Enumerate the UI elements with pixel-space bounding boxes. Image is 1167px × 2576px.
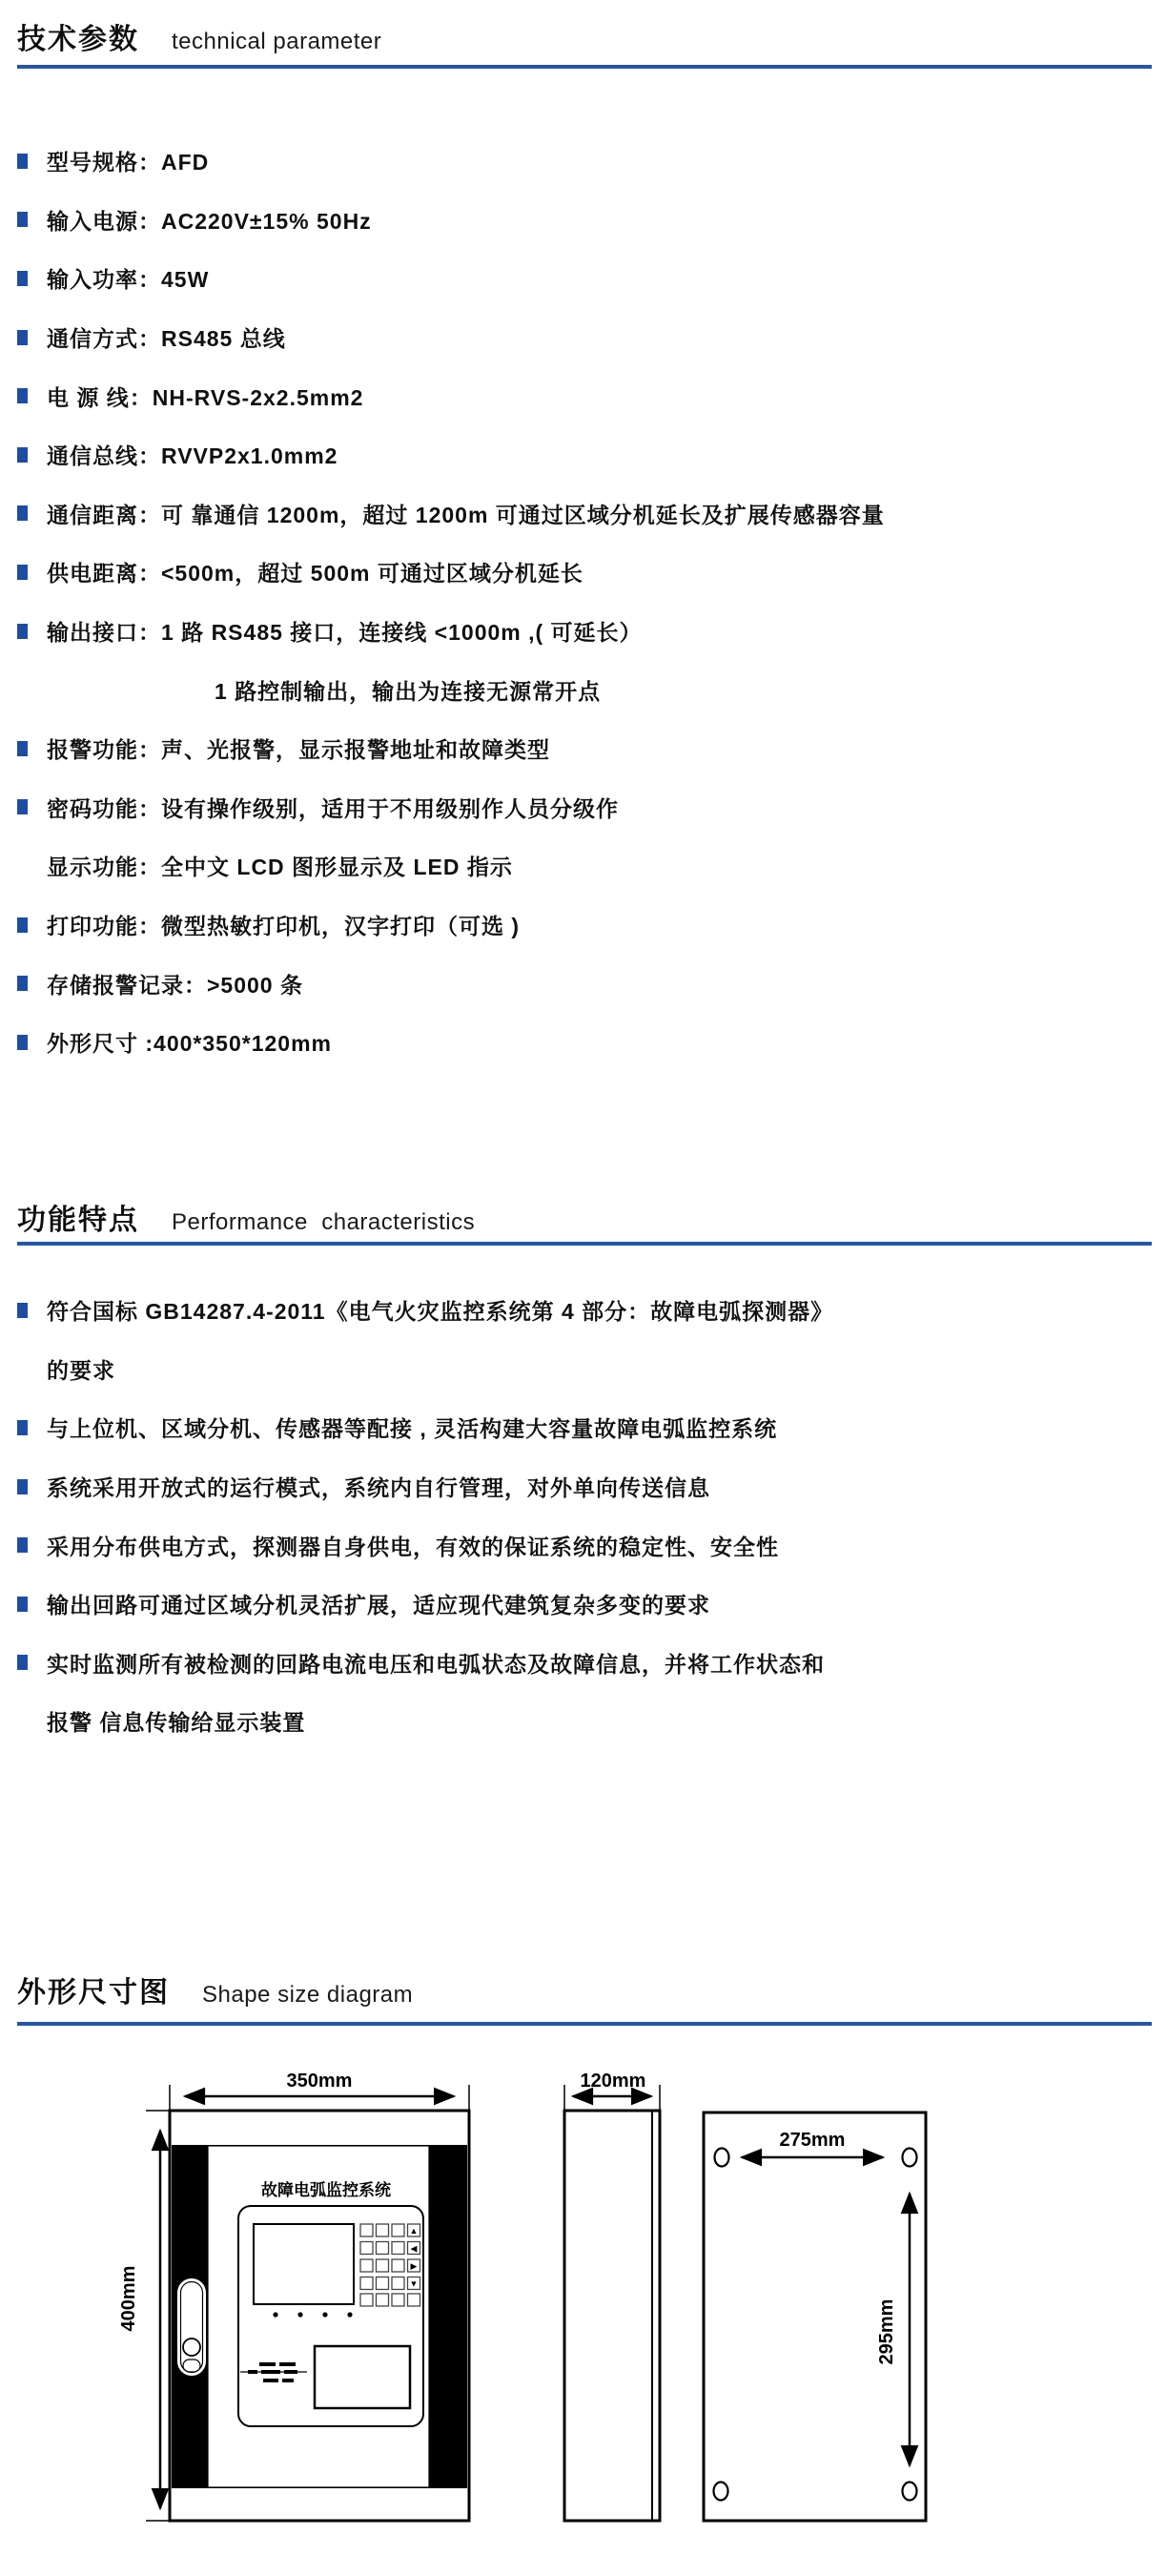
down-arrow-icon: ▼: [409, 2278, 419, 2289]
spec-item-text: 密码功能：设有操作级别，适用于不用级别作人员分级作: [47, 795, 619, 821]
bullet-marker: [17, 1537, 28, 1553]
spec-item-text: 电 源 线：NH-RVS-2x2.5mm2: [47, 384, 364, 410]
feature-item-text: 实时监测所有被检测的回路电流电压和电弧状态及故障信息，并将工作状态和: [47, 1651, 825, 1677]
feature-list-item: [17, 1398, 1157, 1457]
bullet-marker: [17, 330, 28, 345]
bullet-marker: [17, 1303, 28, 1318]
spec-item-text: 外形尺寸 :400*350*120mm: [47, 1031, 332, 1057]
bullet-marker: [17, 741, 28, 756]
spec-list-item: [17, 778, 1157, 837]
bullet-marker: [17, 505, 28, 521]
spec-list-item: [17, 836, 1157, 896]
front-height-dimension-label: 400mm: [118, 2265, 139, 2332]
section-divider: [17, 1242, 1152, 1246]
feature-list-item: [17, 1575, 1157, 1634]
section-title-en: Performance characteristics: [172, 1209, 476, 1235]
feature-list-item: [17, 1457, 1157, 1516]
spec-list-item: [17, 1013, 1157, 1072]
bullet-marker: [17, 799, 28, 814]
device-title-label: 故障电弧监控系统: [261, 2181, 391, 2199]
hole-spacing-vertical-label: 295mm: [876, 2298, 897, 2365]
bullet-marker: [17, 917, 28, 933]
feature-list-item: [17, 1340, 1157, 1399]
printer-slot: [315, 2346, 410, 2408]
feature-item-text: 系统采用开放式的运行模式，系统内自行管理，对外单向传送信息: [47, 1475, 710, 1501]
spec-list-item: [17, 249, 1157, 308]
spec-list-item: [17, 602, 1157, 661]
bullet-marker: [17, 1479, 28, 1494]
spec-list-item: [17, 308, 1157, 367]
spec-item-text: 通信距离：可 靠通信 1200m，超过 1200m 可通过区域分机延长及扩展传感器容量: [47, 502, 885, 527]
spec-item-text: 输入功率：45W: [47, 267, 210, 293]
bullet-marker: [17, 154, 28, 169]
keyhole-icon: [183, 2339, 200, 2356]
hole-spacing-horizontal-label: 275mm: [779, 2130, 846, 2151]
lcd-screen: [254, 2224, 354, 2304]
spec-item-text: 供电距离：<500m，超过 500m 可通过区域分机延长: [47, 561, 584, 587]
spec-item-text: 输出接口：1 路 RS485 接口，连接线 <1000m ,( 可延长）: [47, 620, 643, 646]
feature-list-item: [17, 1515, 1157, 1575]
bullet-marker: [17, 212, 28, 227]
shape-size-diagram: [95, 2041, 992, 2546]
feature-list-item: [17, 1281, 1157, 1340]
section-header-dimensions: [17, 1968, 413, 2010]
bullet-marker: [17, 271, 28, 286]
spec-item-text: 1 路控制输出，输出为连接无源常开点: [215, 678, 602, 704]
feature-item-text: 报警 信息传输给显示装置: [47, 1710, 306, 1736]
feature-item-text: 输出回路可通过区域分机灵活扩展，适应现代建筑复杂多变的要求: [47, 1593, 710, 1618]
feature-list-item: [17, 1634, 1157, 1693]
side-outline: [564, 2111, 660, 2521]
section-title-en: technical parameter: [172, 29, 382, 54]
bullet-marker: [17, 447, 28, 463]
section-title-zh: 技术参数: [17, 24, 139, 55]
feature-list-item: [17, 1692, 1157, 1751]
spec-item-text: 打印功能：微型热敏打印机，汉字打印（可选 ): [47, 914, 521, 939]
bullet-marker: [17, 624, 28, 639]
spec-item-text: 通信总线：RVVP2x1.0mm2: [47, 443, 338, 469]
spec-list-item: [17, 954, 1157, 1013]
technical-parameter-list: [17, 132, 1157, 1072]
spec-list-item: [17, 543, 1157, 602]
spec-list-item: [17, 896, 1157, 955]
spec-list-item: [17, 132, 1157, 191]
left-arrow-icon: ◀: [410, 2243, 418, 2254]
bullet-marker: [17, 388, 28, 403]
section-title-zh: 外形尺寸图: [17, 1977, 170, 2009]
bullet-marker: [17, 976, 28, 991]
side-view: [564, 2071, 660, 2521]
bullet-marker: [17, 565, 28, 580]
section-divider: [17, 2022, 1152, 2026]
right-arrow-icon: ▶: [410, 2261, 418, 2271]
section-title-zh: 功能特点: [17, 1205, 139, 1236]
bullet-marker: [17, 1420, 28, 1435]
section-title-en: Shape size diagram: [202, 1982, 414, 2008]
spec-list-item: [17, 191, 1157, 250]
section-header-features: [17, 1196, 475, 1238]
bullet-marker: [17, 1597, 28, 1612]
front-width-dimension-label: 350mm: [286, 2071, 353, 2092]
feature-item-text: 采用分布供电方式，探测器自身供电，有效的保证系统的稳定性、安全性: [47, 1534, 779, 1559]
spec-list-item: [17, 366, 1157, 425]
feature-item-text: 符合国标 GB14287.4-2011《电气火灾监控系统第 4 部分：故障电弧探测器》: [47, 1299, 834, 1325]
spec-item-text: 显示功能：全中文 LCD 图形显示及 LED 指示: [47, 855, 513, 880]
spec-list-item: [17, 660, 1157, 719]
spec-list-item: [17, 425, 1157, 484]
section-divider: [17, 65, 1152, 69]
front-view: [118, 2071, 469, 2521]
door-lock: [176, 2277, 207, 2377]
up-arrow-icon: ▲: [409, 2226, 419, 2236]
spec-item-text: 型号规格：AFD: [47, 150, 210, 175]
bullet-marker: [17, 1655, 28, 1670]
back-plate-view: [704, 2112, 926, 2521]
bullet-marker: [17, 1035, 28, 1050]
feature-item-text: 与上位机、区域分机、传感器等配接 , 灵活构建大容量故障电弧监控系统: [47, 1416, 778, 1442]
spec-list-item: [17, 484, 1157, 544]
spec-item-text: 通信方式：RS485 总线: [47, 326, 286, 352]
spec-item-text: 报警功能：声、光报警，显示报警地址和故障类型: [47, 737, 550, 763]
spec-item-text: 存储报警记录：>5000 条: [47, 972, 303, 998]
spec-item-text: 输入电源：AC220V±15% 50Hz: [47, 208, 372, 234]
spec-list-item: [17, 719, 1157, 778]
feature-item-text: 的要求: [47, 1357, 115, 1383]
feature-list: [17, 1281, 1157, 1751]
section-header-technical: [17, 15, 381, 57]
side-depth-dimension-label: 120mm: [580, 2071, 646, 2092]
